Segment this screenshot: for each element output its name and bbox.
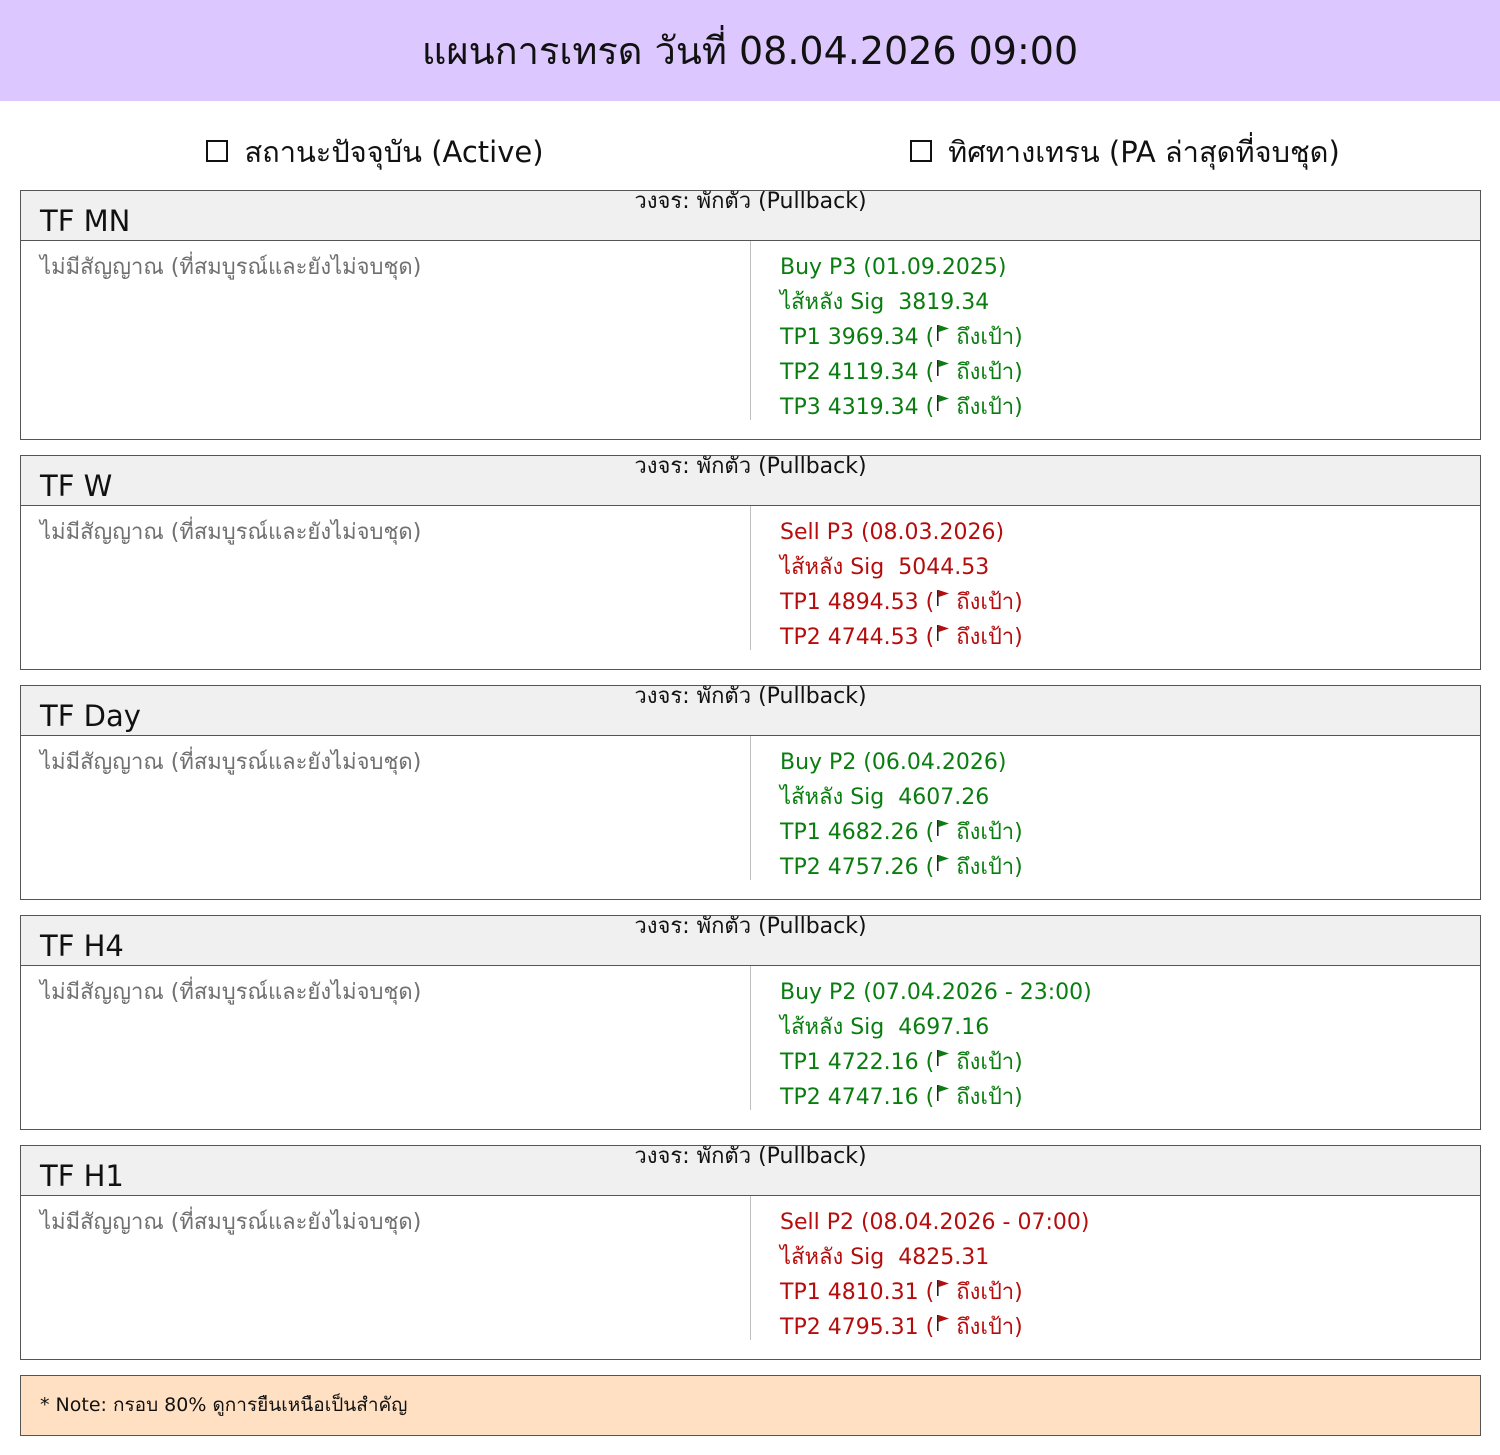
signal-price: ไส้หลัง Sig 4607.26 [780,785,990,810]
cycle-label: วงจร: พักตัว (Pullback) [634,914,867,939]
trend-details [780,980,1092,1120]
timeframe-card [20,1145,1481,1360]
timeframe-card [20,455,1481,670]
take-profit-status: ถึงเป้า) [956,1280,1023,1305]
take-profit-price: TP1 4682.26 ( [780,820,935,845]
timeframe-header [21,191,1480,241]
cycle-label: วงจร: พักตัว (Pullback) [634,1144,867,1169]
page-header [0,0,1500,101]
trend-details [780,750,1023,890]
timeframe-name: TF Day [40,699,141,733]
take-profit-status: ถึงเป้า) [956,590,1023,615]
column-divider [750,966,751,1110]
take-profit-row [780,820,1023,855]
flag-icon [936,358,950,378]
timeframe-card [20,190,1481,440]
take-profit-row [780,1085,1092,1120]
signal-title: Buy P3 (01.09.2025) [780,255,1007,280]
signal-price: ไส้หลัง Sig 4825.31 [780,1245,990,1270]
column-divider [750,241,751,420]
active-status-text: ไม่มีสัญญาณ (ที่สมบูรณ์และยังไม่จบชุด) [40,980,422,1005]
take-profit-status: ถึงเป้า) [956,820,1023,845]
flag-icon [936,1048,950,1068]
flag-icon [936,323,950,343]
take-profit-status: ถึงเป้า) [956,325,1023,350]
take-profit-row [780,855,1023,890]
timeframe-card [20,685,1481,900]
timeframe-body [21,736,1480,900]
note-text: * Note: กรอบ 80% ดูการยืนเหนือเป็นสำคัญ [40,1394,408,1416]
active-status-text: ไม่มีสัญญาณ (ที่สมบูรณ์และยังไม่จบชุด) [40,1210,422,1235]
take-profit-price: TP1 4894.53 ( [780,590,935,615]
timeframe-header [21,916,1480,966]
flag-icon [936,1278,950,1298]
flag-icon [936,1313,950,1333]
trend-details [780,255,1023,430]
take-profit-price: TP1 4810.31 ( [780,1280,935,1305]
trend-details [780,1210,1089,1350]
trend-direction-heading-label: ทิศทางเทรน (PA ล่าสุดที่จบชุด) [948,135,1340,169]
signal-title: Buy P2 (06.04.2026) [780,750,1007,775]
timeframe-body [21,1196,1480,1360]
take-profit-status: ถึงเป้า) [956,855,1023,880]
timeframe-name: TF H1 [40,1159,124,1193]
signal-title: Sell P2 (08.04.2026 - 07:00) [780,1210,1090,1235]
take-profit-price: TP3 4319.34 ( [780,395,935,420]
timeframe-name: TF MN [40,204,131,238]
cycle-label: วงจร: พักตัว (Pullback) [634,189,867,214]
take-profit-row [780,1280,1089,1315]
trend-details [780,520,1023,660]
column-headings [0,128,1500,178]
timeframe-header [21,1146,1480,1196]
timeframe-body [21,241,1480,440]
column-divider [750,506,751,650]
take-profit-row [780,1315,1089,1350]
note-box [20,1375,1481,1436]
take-profit-price: TP2 4744.53 ( [780,625,935,650]
take-profit-price: TP2 4119.34 ( [780,360,935,385]
page-title: แผนการเทรด วันที่ 08.04.2026 09:00 [421,29,1079,73]
column-divider [750,736,751,880]
take-profit-price: TP1 3969.34 ( [780,325,935,350]
timeframe-body [21,506,1480,670]
active-status-heading-label: สถานะปัจจุบัน (Active) [244,135,544,169]
timeframe-body [21,966,1480,1130]
take-profit-row [780,625,1023,660]
take-profit-price: TP1 4722.16 ( [780,1050,935,1075]
trend-direction-checkbox[interactable] [910,140,932,162]
cycle-label: วงจร: พักตัว (Pullback) [634,684,867,709]
take-profit-row [780,395,1023,430]
flag-icon [936,588,950,608]
take-profit-status: ถึงเป้า) [956,1315,1023,1340]
timeframe-card [20,915,1481,1130]
take-profit-price: TP2 4757.26 ( [780,855,935,880]
timeframe-name: TF W [40,469,113,503]
flag-icon [936,623,950,643]
take-profit-status: ถึงเป้า) [956,360,1023,385]
active-status-text: ไม่มีสัญญาณ (ที่สมบูรณ์และยังไม่จบชุด) [40,520,422,545]
take-profit-row [780,325,1023,360]
take-profit-status: ถึงเป้า) [956,1050,1023,1075]
take-profit-row [780,1050,1092,1085]
active-status-text: ไม่มีสัญญาณ (ที่สมบูรณ์และยังไม่จบชุด) [40,750,422,775]
flag-icon [936,393,950,413]
active-status-text: ไม่มีสัญญาณ (ที่สมบูรณ์และยังไม่จบชุด) [40,255,422,280]
take-profit-status: ถึงเป้า) [956,625,1023,650]
signal-title: Buy P2 (07.04.2026 - 23:00) [780,980,1092,1005]
signal-price: ไส้หลัง Sig 4697.16 [780,1015,990,1040]
signal-price: ไส้หลัง Sig 5044.53 [780,555,990,580]
take-profit-status: ถึงเป้า) [956,1085,1023,1110]
flag-icon [936,818,950,838]
active-status-checkbox[interactable] [206,140,228,162]
take-profit-status: ถึงเป้า) [956,395,1023,420]
take-profit-row [780,360,1023,395]
timeframe-header [21,686,1480,736]
active-status-heading [0,128,750,176]
signal-price: ไส้หลัง Sig 3819.34 [780,290,990,315]
signal-title: Sell P3 (08.03.2026) [780,520,1005,545]
timeframe-header [21,456,1480,506]
flag-icon [936,853,950,873]
take-profit-row [780,590,1023,625]
take-profit-price: TP2 4795.31 ( [780,1315,935,1340]
take-profit-price: TP2 4747.16 ( [780,1085,935,1110]
trend-direction-heading [750,128,1500,176]
timeframe-name: TF H4 [40,929,124,963]
column-divider [750,1196,751,1340]
cycle-label: วงจร: พักตัว (Pullback) [634,454,867,479]
flag-icon [936,1083,950,1103]
